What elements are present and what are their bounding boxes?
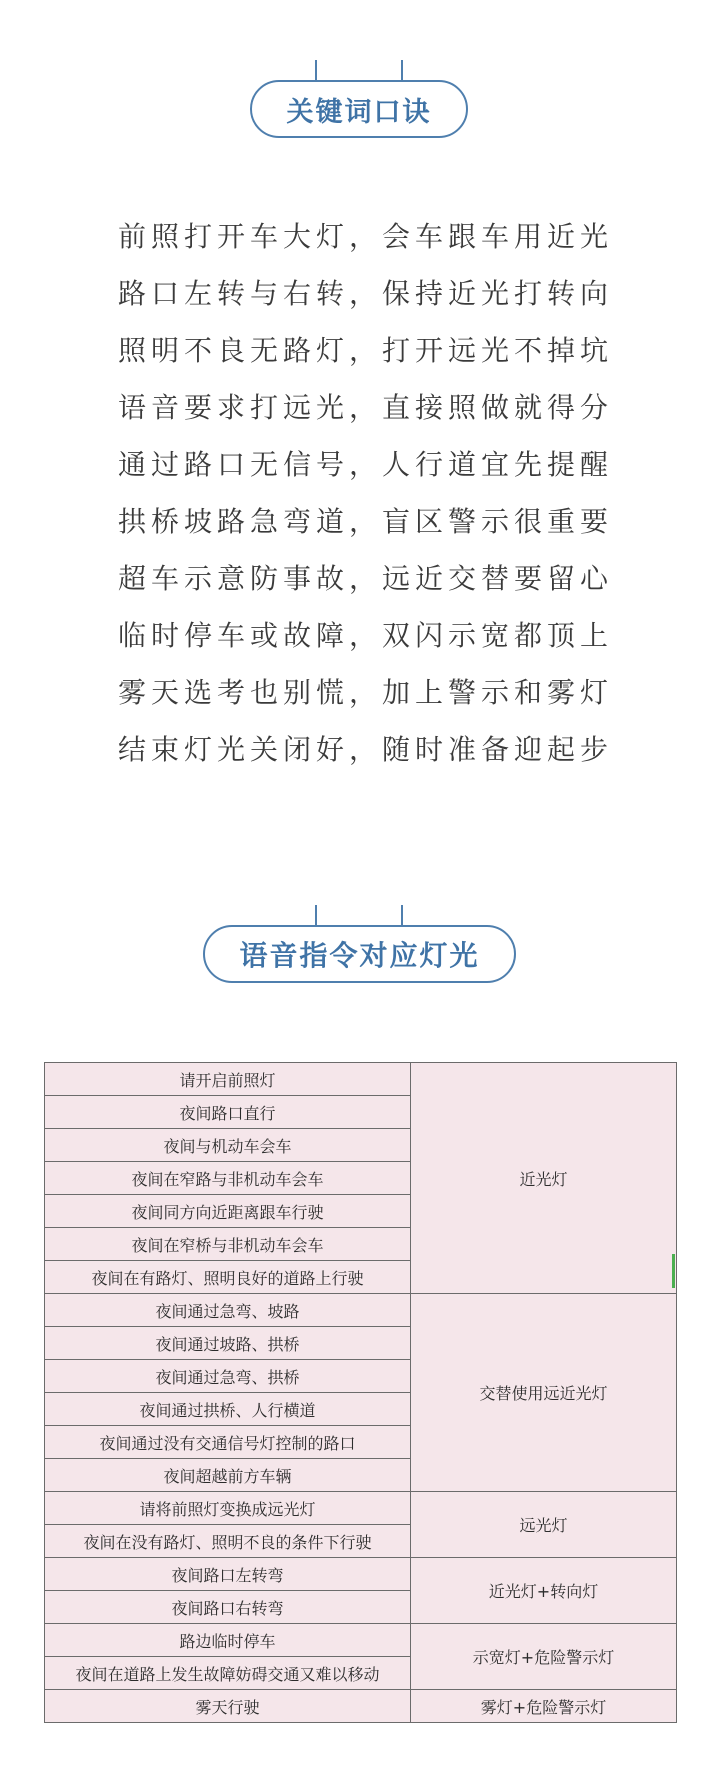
table-row xyxy=(45,1690,677,1723)
header-connector xyxy=(315,60,317,80)
table-row xyxy=(45,1558,677,1591)
light-type-cell: 示宽灯+危险警示灯 xyxy=(411,1624,677,1690)
voice-command-cell: 夜间在没有路灯、照明不良的条件下行驶 xyxy=(45,1525,411,1558)
rhyme-line: 通过路口无信号，人行道宜先提醒 xyxy=(118,448,614,481)
table-row xyxy=(45,1063,677,1096)
header-connector xyxy=(315,905,317,925)
header-connector xyxy=(401,905,403,925)
rhyme-line: 结束灯光关闭好，随时准备迎起步 xyxy=(118,733,614,766)
voice-command-cell: 夜间在道路上发生故障妨碍交通又难以移动 xyxy=(45,1657,411,1690)
section-title-voice-commands: 语音指令对应灯光 xyxy=(203,925,516,983)
voice-command-cell: 路边临时停车 xyxy=(45,1624,411,1657)
light-type-cell: 近光灯 xyxy=(411,1063,677,1294)
light-type-cell: 近光灯+转向灯 xyxy=(411,1558,677,1624)
light-command-table xyxy=(44,1062,677,1723)
voice-command-cell: 请将前照灯变换成远光灯 xyxy=(45,1492,411,1525)
rhyme-line: 拱桥坡路急弯道，盲区警示很重要 xyxy=(118,505,614,538)
section-header-voice-commands xyxy=(0,905,720,985)
voice-command-cell: 夜间与机动车会车 xyxy=(45,1129,411,1162)
voice-command-cell: 夜间路口左转弯 xyxy=(45,1558,411,1591)
rhyme-line: 临时停车或故障，双闪示宽都顶上 xyxy=(118,619,614,652)
voice-command-cell: 夜间通过没有交通信号灯控制的路口 xyxy=(45,1426,411,1459)
table-row xyxy=(45,1624,677,1657)
rhyme-line: 路口左转与右转，保持近光打转向 xyxy=(118,277,614,310)
rhyme-block xyxy=(118,214,618,784)
voice-command-cell: 夜间同方向近距离跟车行驶 xyxy=(45,1195,411,1228)
voice-command-cell: 雾天行驶 xyxy=(45,1690,411,1723)
rhyme-line: 超车示意防事故，远近交替要留心 xyxy=(118,562,614,595)
voice-command-cell: 夜间通过坡路、拱桥 xyxy=(45,1327,411,1360)
light-type-cell: 雾灯+危险警示灯 xyxy=(411,1690,677,1723)
voice-command-cell: 夜间通过急弯、拱桥 xyxy=(45,1360,411,1393)
voice-command-cell: 夜间超越前方车辆 xyxy=(45,1459,411,1492)
rhyme-line: 雾天选考也别慌，加上警示和雾灯 xyxy=(118,676,614,709)
light-type-cell: 交替使用远近光灯 xyxy=(411,1294,677,1492)
table-row xyxy=(45,1294,677,1327)
voice-command-cell: 夜间路口右转弯 xyxy=(45,1591,411,1624)
rhyme-line: 前照打开车大灯，会车跟车用近光 xyxy=(118,220,614,253)
section-header-keywords xyxy=(0,60,720,140)
table-row xyxy=(45,1492,677,1525)
rhyme-line: 照明不良无路灯，打开远光不掉坑 xyxy=(118,334,614,367)
light-command-table-wrap xyxy=(44,1062,676,1723)
section-title-keywords: 关键词口诀 xyxy=(250,80,468,138)
voice-command-cell: 请开启前照灯 xyxy=(45,1063,411,1096)
voice-command-cell: 夜间在有路灯、照明良好的道路上行驶 xyxy=(45,1261,411,1294)
header-connector xyxy=(401,60,403,80)
voice-command-cell: 夜间通过急弯、坡路 xyxy=(45,1294,411,1327)
rhyme-line: 语音要求打远光，直接照做就得分 xyxy=(118,391,614,424)
voice-command-cell: 夜间在窄路与非机动车会车 xyxy=(45,1162,411,1195)
voice-command-cell: 夜间在窄桥与非机动车会车 xyxy=(45,1228,411,1261)
light-type-cell: 远光灯 xyxy=(411,1492,677,1558)
green-marker xyxy=(672,1254,675,1288)
voice-command-cell: 夜间通过拱桥、人行横道 xyxy=(45,1393,411,1426)
voice-command-cell: 夜间路口直行 xyxy=(45,1096,411,1129)
